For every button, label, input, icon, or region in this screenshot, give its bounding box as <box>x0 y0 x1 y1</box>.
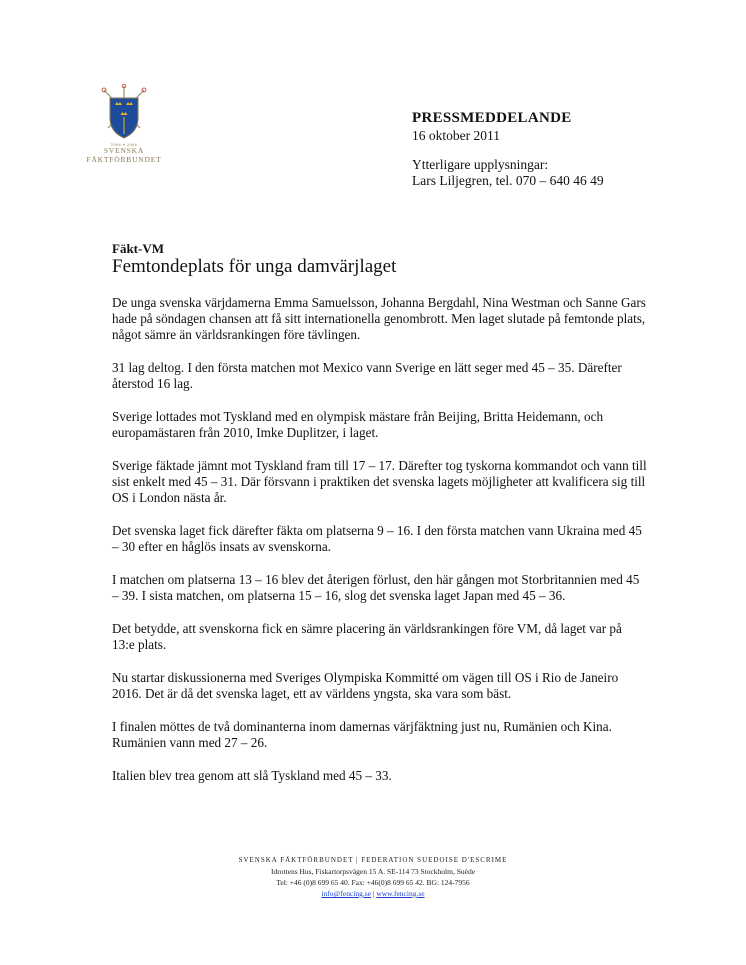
logo-name-line1: SVENSKA <box>103 146 145 155</box>
press-title: PRESSMEDDELANDE <box>412 110 572 126</box>
article-kicker: Fäkt-VM <box>112 241 164 256</box>
footer-address: Idrottens Hus, Fiskartorpsvägen 15 A. SE-114 73 Stockholm, Suède <box>270 867 476 876</box>
paragraph: Italien blev trea genom att slå Tyskland med 45 – 33. <box>112 768 392 783</box>
paragraph: I finalen möttes de två dominanterna inom damernas värjfäktning just nu, Rumänien och Kina. Rumänien vann med 27 – 26. <box>112 719 612 750</box>
article-headline: Femtondeplats för unga damvärjlaget <box>112 256 397 277</box>
footer-org: SVENSKA FÄKTFÖRBUNDET | FEDERATION SUEDOISE D'ESCRIME <box>238 856 508 864</box>
contact-label: Ytterligare upplysningar: <box>412 157 549 172</box>
page-footer <box>0 855 746 899</box>
paragraph: 31 lag deltog. I den första matchen mot Mexico vann Sverige en lätt seger med 45 – 35. Därefter återstod 16 lag. <box>112 360 622 391</box>
federation-logo <box>84 84 164 164</box>
paragraph: Sverige fäktade jämnt mot Tyskland fram till 17 – 17. Därefter tog tyskorna kommandot och vann till sist enkelt med 45 – 31. Där försvann i praktiken det svenska lagets möjligheter att kvalificera sig till OS i London nästa år. <box>112 458 647 505</box>
paragraph: De unga svenska värjdamerna Emma Samuelsson, Johanna Bergdahl, Nina Westman och Sanne Gars hade på söndagen chansen att få sitt internationella genombrott. Men laget slutade på femtonde plats, något sämre än världsrankingen före tävlingen. <box>112 295 646 342</box>
paragraph: Det svenska laget fick därefter fäkta om platserna 9 – 16. I den första matchen vann Ukraina med 45 – 30 efter en håglös insats av svenskorna. <box>112 523 642 554</box>
article-body <box>112 295 647 784</box>
paragraph: Det betydde, att svenskorna fick en sämre placering än världsrankingen före VM, då laget var på 13:e plats. <box>112 621 622 652</box>
footer-phone: Tel: +46 (0)8 699 65 40. Fax: +46(0)8 699 65 42. BG: 124-7956 <box>276 878 470 887</box>
press-date: 16 oktober 2011 <box>412 128 500 143</box>
website-link[interactable]: www.fencing.se <box>376 889 425 898</box>
email-link[interactable]: info@fencing.se <box>321 889 372 898</box>
footer-links <box>0 888 746 899</box>
link-separator: | <box>371 889 377 898</box>
contact-person: Lars Liljegren, tel. 070 – 640 46 49 <box>412 173 604 188</box>
logo-years: 1906 ✦ 2006 <box>110 143 138 147</box>
paragraph: Sverige lottades mot Tyskland med en olympisk mästare från Beijing, Britta Heidemann, och europamästaren från 2010, Imke Duplitzer, i laget. <box>112 409 604 440</box>
paragraph: I matchen om platserna 13 – 16 blev det återigen förlust, den här gången mot Storbritannien med 45 – 39. I sista matchen, om platserna 15 – 16, slog det svenska laget Japan med 45 – 36. <box>112 572 640 603</box>
article <box>112 241 647 801</box>
federation-crest-icon <box>100 84 148 142</box>
paragraph: Nu startar diskussionerna med Sveriges Olympiska Kommitté om vägen till OS i Rio de Janeiro 2016. Det är då det svenska laget, ett av världens yngsta, ska vara som bäst. <box>112 670 619 701</box>
press-header <box>412 110 712 189</box>
logo-name-line2: FÄKTFÖRBUNDET <box>86 154 162 164</box>
